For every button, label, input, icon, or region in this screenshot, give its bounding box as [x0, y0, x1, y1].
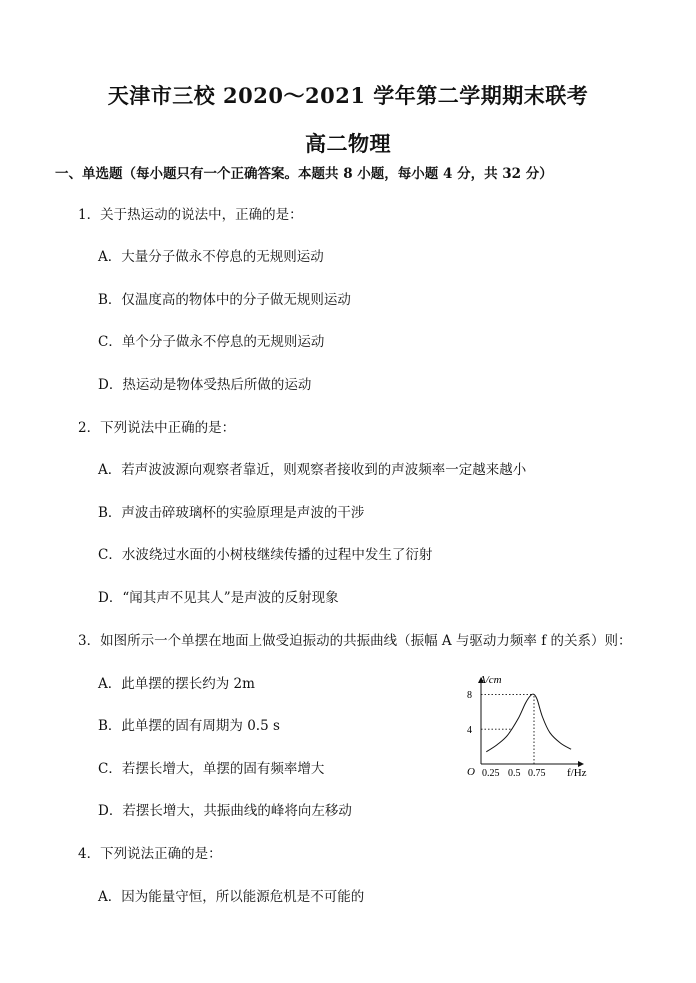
question-4-stem: 4．下列说法正确的是： [78, 846, 222, 862]
y-axis-label: A/cm [479, 674, 502, 686]
x-axis-label: f/Hz [567, 767, 587, 779]
question-3-option-d: D．若摆长增大，共振曲线的峰将向左移动 [98, 803, 352, 819]
resonance-curve [486, 694, 571, 752]
question-4-option-a: A．因为能量守恒，所以能源危机是不可能的 [98, 889, 365, 905]
question-1-option-d: D．热运动是物体受热后所做的运动 [98, 377, 312, 393]
question-2-option-d: D．“闻其声不见其人”是声波的反射现象 [98, 590, 339, 606]
section-heading: 一、单选题（每小题只有一个正确答案。本题共 8 小题，每小题 4 分，共 32 分） [55, 166, 553, 182]
question-2-option-b: B．声波击碎玻璃杯的实验原理是声波的干涉 [98, 505, 365, 521]
x-tick-label-0.5: 0.5 [508, 768, 521, 779]
question-2-stem: 2．下列说法中正确的是： [78, 420, 236, 436]
question-1-option-b: B．仅温度高的物体中的分子做无规则运动 [98, 292, 351, 308]
question-3-option-a: A．此单摆的摆长约为 2m [98, 676, 255, 692]
question-3-stem: 3．如图所示一个单摆在地面上做受迫振动的共振曲线（振幅 A 与驱动力频率 f 的关系）则： [78, 633, 632, 649]
question-2-option-c: C．水波绕过水面的小树枝继续传播的过程中发生了衍射 [98, 547, 433, 563]
reference-lines [481, 694, 534, 764]
question-3-option-b: B．此单摆的固有周期为 0.5 s [98, 718, 280, 734]
resonance-curve-figure [455, 668, 595, 780]
x-tick-label-0.25: 0.25 [482, 768, 500, 779]
y-tick-label-8: 8 [467, 690, 472, 701]
axes [481, 678, 583, 764]
question-3-option-c: C．若摆长增大，单摆的固有频率增大 [98, 761, 325, 777]
question-1-option-c: C．单个分子做永不停息的无规则运动 [98, 334, 325, 350]
question-1-option-a: A．大量分子做永不停息的无规则运动 [98, 249, 324, 265]
y-tick-label-4: 4 [467, 725, 472, 736]
question-2-option-a: A．若声波波源向观察者靠近，则观察者接收到的声波频率一定越来越小 [98, 462, 527, 478]
exam-title: 天津市三校 2020～2021 学年第二学期期末联考 [107, 83, 589, 108]
origin-label: O [467, 766, 475, 778]
question-1-stem: 1．关于热运动的说法中，正确的是： [78, 207, 303, 223]
x-tick-label-0.75: 0.75 [528, 768, 546, 779]
exam-subject: 高二物理 [305, 131, 391, 156]
